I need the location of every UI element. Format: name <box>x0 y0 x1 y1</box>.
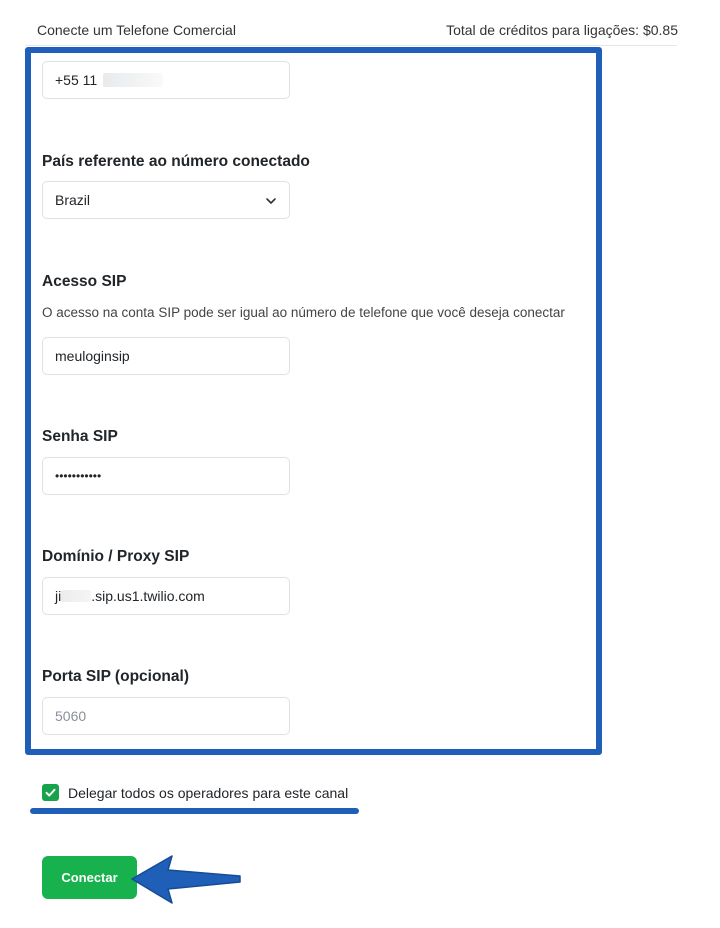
phone-number-prefix: +55 11 <box>55 72 98 88</box>
sip-port-input[interactable] <box>42 697 290 735</box>
sip-port-label: Porta SIP (opcional) <box>42 668 189 685</box>
checkmark-icon <box>44 786 57 799</box>
sip-domain-label: Domínio / Proxy SIP <box>42 548 190 565</box>
sip-access-help: O acesso na conta SIP pode ser igual ao número de telefone que você deseja conectar <box>42 305 565 320</box>
country-label: País referente ao número conectado <box>42 153 310 170</box>
connect-button[interactable]: Conectar <box>42 856 137 899</box>
delegate-operators-checkbox[interactable] <box>42 784 59 801</box>
sip-access-label: Acesso SIP <box>42 273 127 290</box>
phone-number-input[interactable] <box>42 61 290 99</box>
chevron-down-icon <box>265 194 277 210</box>
sip-port-placeholder: 5060 <box>55 708 87 724</box>
header-divider <box>25 45 677 46</box>
page-title: Conecte um Telefone Comercial <box>37 22 236 38</box>
delegate-operators-label[interactable]: Delegar todos os operadores para este canal <box>68 785 349 801</box>
sip-domain-suffix: .sip.us1.twilio.com <box>91 588 205 604</box>
sip-password-input[interactable] <box>42 457 290 495</box>
sip-access-input[interactable] <box>42 337 290 375</box>
redacted-phone-digits <box>103 73 163 87</box>
sip-access-value: meuloginsip <box>55 348 130 364</box>
country-selected-value: Brazil <box>55 192 91 208</box>
call-credits-total: Total de créditos para ligações: $0.85 <box>446 22 678 38</box>
sip-password-value: ••••••••••• <box>55 469 102 483</box>
sip-password-label: Senha SIP <box>42 428 118 445</box>
sip-domain-prefix: ji <box>55 588 62 604</box>
redacted-domain-part <box>61 590 91 602</box>
pointer-arrow-icon <box>128 852 243 907</box>
delegate-highlight-underline <box>30 808 359 814</box>
country-select[interactable] <box>42 181 290 219</box>
sip-domain-input[interactable] <box>42 577 290 615</box>
